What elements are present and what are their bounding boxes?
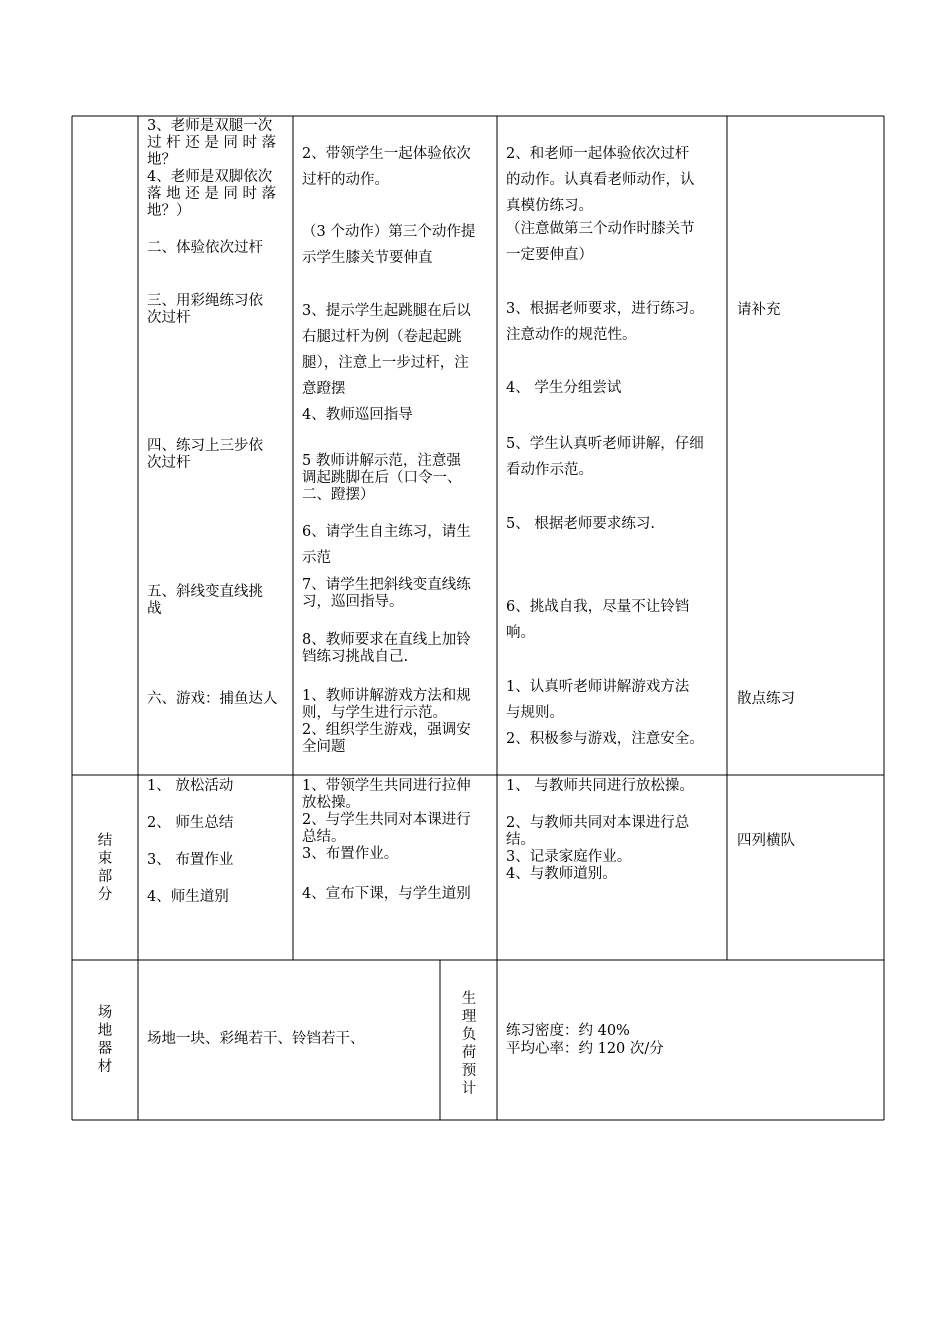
student-activity: 5、 根据老师要求练习.	[506, 516, 655, 532]
student-activity: 4、 学生分组尝试	[506, 380, 622, 396]
end-content-item: 2、 师生总结	[147, 815, 234, 831]
teacher-activity: 5 教师讲解示范，注意强 调起跳脚在后（口令一、 二、蹬摆）	[302, 453, 462, 503]
organization-note: 散点练习	[737, 691, 795, 707]
exercise-density: 练习密度：约 40%	[506, 1023, 630, 1039]
teacher-activity: （3 个动作）第三个动作提 示学生膝关节要伸直	[302, 224, 476, 266]
end-teacher-activity: 1、带领学生共同进行拉伸 放松操。 2、与学生共同对本课进行 总结。 3、布置作业。	[302, 778, 471, 862]
end-organization: 四列横队	[737, 833, 795, 849]
end-content-item: 4、师生道别	[147, 889, 229, 905]
end-student-activity: 1、 与教师共同进行放松操。	[506, 778, 694, 794]
teacher-activity: 8、教师要求在直线上加铃 铛练习挑战自己.	[302, 632, 471, 665]
end-student-activity: 2、与教师共同对本课进行总 结。 3、记录家庭作业。 4、与教师道别。	[506, 815, 690, 882]
end-content-item: 3、 布置作业	[147, 852, 234, 868]
teacher-activity: 7、请学生把斜线变直线练 习，巡回指导。	[302, 577, 471, 610]
content-item: 五、斜线变直线挑 战	[147, 584, 263, 617]
student-activity: 2、和老师一起体验依次过杆 的动作。认真看老师动作，认 真模仿练习。	[506, 146, 695, 214]
teacher-activity: 3、提示学生起跳腿在后以 右腿过杆为例（卷起起跳 腿），注意上一步过杆，注 意蹬摆	[302, 303, 471, 397]
end-content-item: 1、 放松活动	[147, 778, 234, 794]
teacher-activity: 4、教师巡回指导	[302, 407, 413, 423]
student-activity: 6、挑战自我，尽量不让铃铛 响。	[506, 599, 690, 641]
content-item: 三、用彩绳练习依 次过杆	[147, 293, 263, 326]
student-activity: 5、学生认真听老师讲解，仔细 看动作示范。	[506, 436, 704, 478]
end-teacher-farewell: 4、宣布下课，与学生道别	[302, 886, 471, 902]
content-item: 3、老师是双腿一次 过 杆 还 是 同 时 落 地？	[147, 118, 277, 168]
content-item: 4、老师是双脚依次 落 地 还 是 同 时 落 地？）	[147, 169, 277, 219]
student-activity: 3、根据老师要求，进行练习。 注意动作的规范性。	[506, 301, 704, 343]
student-activity: （注意做第三个动作时膝关节 一定要伸直）	[506, 221, 695, 263]
content-item: 四、练习上三步依 次过杆	[147, 438, 263, 471]
end-section-label: 结 束 部 分	[97, 833, 113, 903]
physiological-load-label: 生 理 负 荷 预 计	[461, 991, 477, 1097]
teacher-activity: 1、教师讲解游戏方法和规 则，与学生进行示范。 2、组织学生游戏，强调安 全问题	[302, 688, 471, 755]
organization-note: 请补充	[737, 302, 781, 318]
teacher-activity: 2、带领学生一起体验依次 过杆的动作。	[302, 146, 471, 188]
venue-section-label: 场 地 器 材	[97, 1005, 113, 1075]
equipment-list: 场地一块、彩绳若干、铃铛若干、	[147, 1031, 365, 1047]
content-item: 六、游戏：捕鱼达人	[147, 691, 278, 707]
teacher-activity: 6、请学生自主练习，请生 示范	[302, 524, 471, 566]
student-activity: 1、认真听老师讲解游戏方法 与规则。 2、积极参与游戏，注意安全。	[506, 679, 704, 747]
content-item: 二、体验依次过杆	[147, 240, 263, 256]
average-heart-rate: 平均心率：约 120 次/分	[506, 1041, 664, 1057]
